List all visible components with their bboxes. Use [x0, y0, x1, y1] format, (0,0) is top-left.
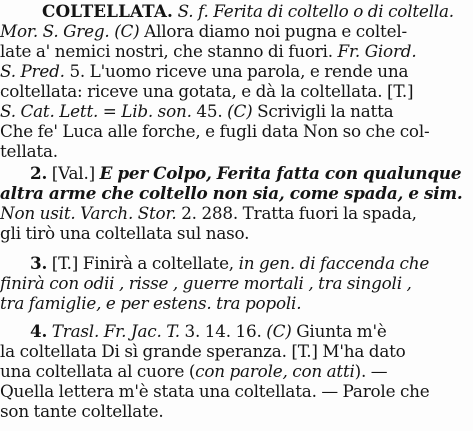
- quote-text: una coltellata al cuore (: [0, 361, 196, 381]
- quote-text: Scrivigli la natta: [257, 101, 394, 121]
- source-number: 45.: [196, 101, 223, 121]
- entry-line-9: [30, 163, 461, 183]
- crusca-tag: (C): [114, 21, 140, 41]
- entry-line-17: [0, 341, 406, 361]
- source-citation: Trasl. Fr. Jac. T.: [51, 321, 180, 341]
- sense-number: 2.: [30, 163, 48, 183]
- grammar-label: S. f.: [177, 1, 209, 21]
- quote-text: Giunta m'è: [296, 321, 387, 341]
- entry-line-20: [0, 401, 164, 421]
- sense-definition: finirà con odii , risse , guerre mortali , tra singoli ,: [0, 273, 412, 293]
- entry-line-18: [0, 361, 387, 381]
- tag: [T.]: [51, 253, 79, 273]
- definition: Ferita di coltello o di coltella.: [213, 1, 454, 21]
- sense-definition: altra arme che coltello non sia, come spada, e sim.: [0, 183, 463, 203]
- quote-text: tellata.: [0, 141, 58, 161]
- sense-definition: con parole, con atti: [195, 361, 355, 381]
- quote-text: la coltellata Di sì grande speranza. [T.] M'ha dato: [0, 341, 406, 361]
- quote-text: Quella lettera m'è stata una coltellata. — Parole che: [0, 381, 430, 401]
- entry-line-2: [0, 21, 407, 41]
- crusca-tag: (C): [266, 321, 292, 341]
- entry-line-16: [30, 321, 387, 341]
- source-reference: 3. 14. 16.: [184, 321, 262, 341]
- entry-line-8: [0, 141, 58, 161]
- entry-line-19: [0, 381, 430, 401]
- quote-text: coltellata: riceve una gotata, e dà la coltellata. [T.]: [0, 81, 414, 101]
- source-citation: S. Pred.: [0, 61, 65, 81]
- sense-definition: in gen. di faccenda che: [238, 253, 430, 273]
- tag: [Val.]: [51, 163, 95, 183]
- quote-text: Finirà a coltellate,: [82, 253, 234, 273]
- entry-line-7: [0, 121, 429, 141]
- quote-text: 2. 288. Tratta fuori la spada,: [181, 203, 417, 223]
- entry-line-4: [0, 61, 408, 81]
- sense-number: 4.: [30, 321, 48, 341]
- source-citation: S. Cat. Lett. = Lib. son.: [0, 101, 192, 121]
- source-citation: Non usit. Varch. Stor.: [0, 203, 177, 223]
- entry-line-3: [0, 41, 416, 61]
- entry-line-5: [0, 81, 413, 101]
- entry-line-11: [0, 203, 417, 223]
- entry-line-13: [30, 253, 429, 273]
- headword: COLTELLATA.: [42, 1, 173, 21]
- entry-line-14: [0, 273, 412, 293]
- source-citation: Fr. Giord.: [337, 41, 417, 61]
- quote-text: 5. L'uomo riceve una parola, e rende una: [69, 61, 409, 81]
- quote-text: Che fe' Luca alle forche, e fugli data Non so che col-: [0, 121, 430, 141]
- sense-definition: E per Colpo, Ferita fatta con qualunque: [99, 163, 462, 183]
- sense-definition: tra famiglie, e per estens. tra popoli.: [0, 293, 302, 313]
- quote-text: gli tirò una coltellata sul naso.: [0, 223, 250, 243]
- entry-line-6: [0, 101, 393, 121]
- quote-text: ). —: [354, 361, 388, 381]
- quote-text: late a' nemici nostri, che stanno di fuori.: [0, 41, 333, 61]
- quote-text: son tante coltellate.: [0, 401, 164, 421]
- sense-number: 3.: [30, 253, 48, 273]
- entry-line-10: [0, 183, 463, 203]
- entry-line-12: [0, 223, 249, 243]
- crusca-tag: (C): [227, 101, 253, 121]
- quote-text: Allora diamo noi pugna e coltel-: [144, 21, 407, 41]
- entry-line-15: [0, 293, 301, 313]
- source-citation: Mor. S. Greg.: [0, 21, 110, 41]
- entry-line-1: [42, 1, 454, 21]
